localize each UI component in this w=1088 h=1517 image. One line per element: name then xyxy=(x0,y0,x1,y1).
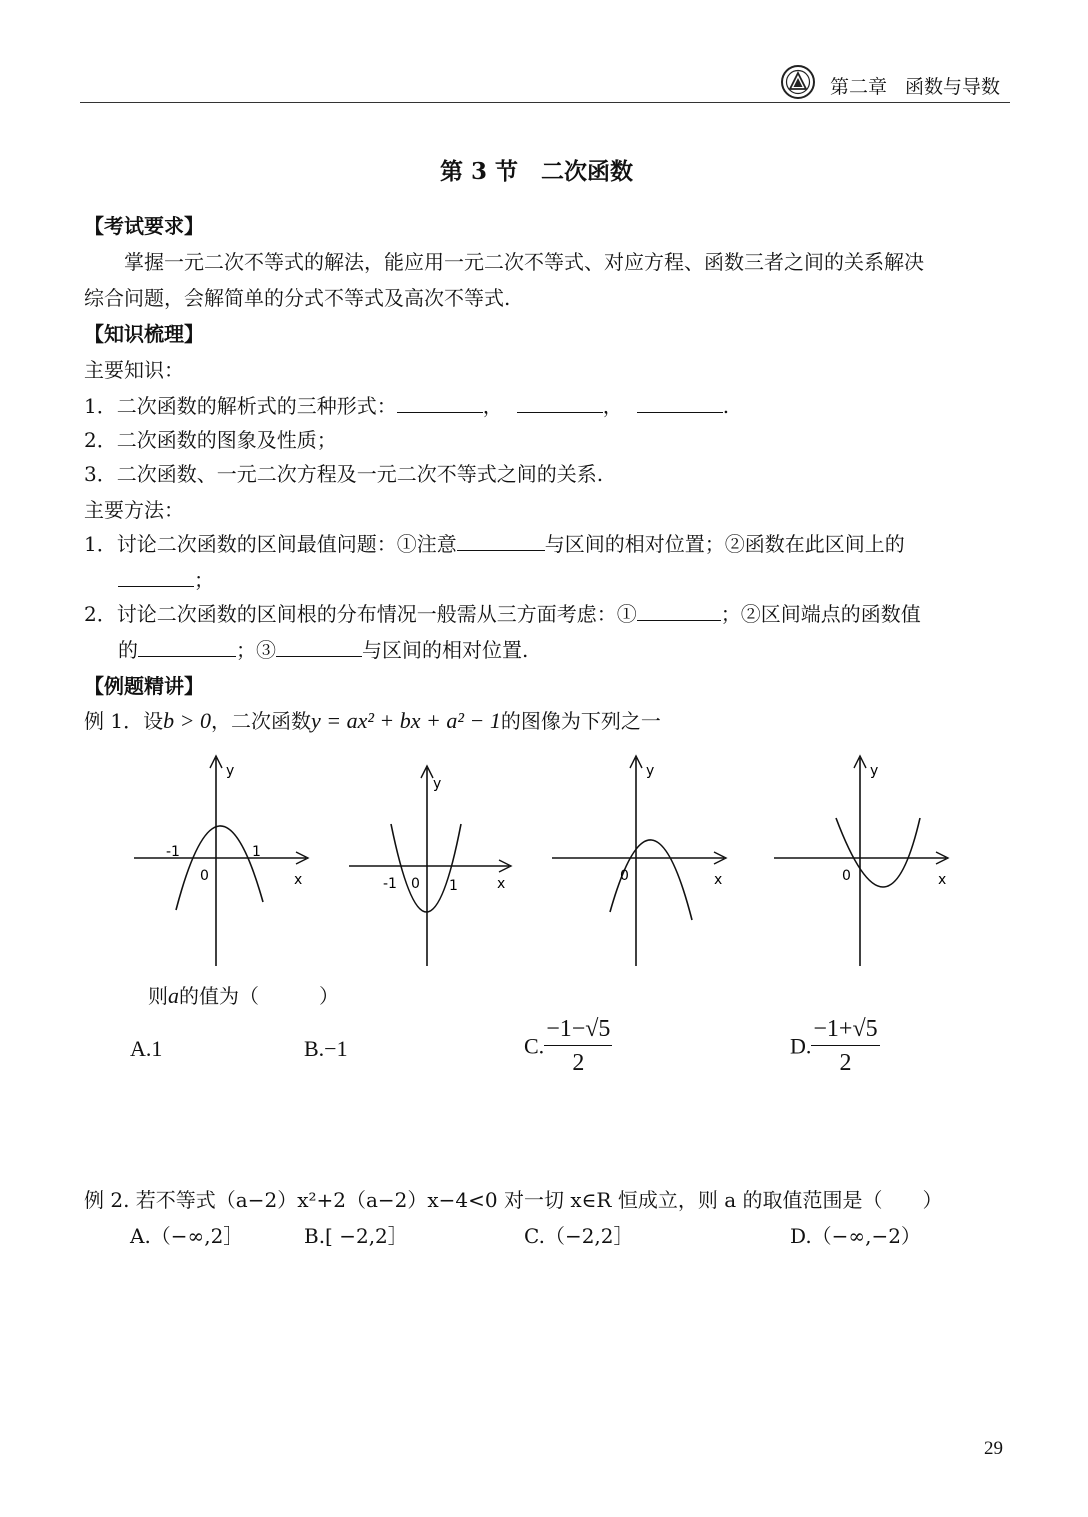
example-1-prefix: 例 1．设 xyxy=(84,709,164,733)
graph-1-y-label: y xyxy=(226,763,235,779)
example-1-question xyxy=(148,980,339,1009)
graph-1-left-root-label: -1 xyxy=(166,844,180,860)
blank-method-4[interactable] xyxy=(138,638,236,657)
graph-2-right-root-label: 1 xyxy=(449,878,458,894)
blank-form-2[interactable] xyxy=(517,394,603,413)
method-item-2-text-d: ；③ xyxy=(236,638,276,662)
graph-2 xyxy=(345,762,525,972)
chapter-label: 第二章 xyxy=(830,76,888,98)
example-2-option-c[interactable]: C.（−2,2］ xyxy=(524,1224,634,1248)
example-1-function: y = ax² + bx + a² − 1 xyxy=(310,708,501,733)
graph-4-origin-label: 0 xyxy=(842,868,851,884)
graph-3-x-label: x xyxy=(714,872,723,888)
method-item-1-text-a: 1．讨论二次函数的区间最值问题：①注意 xyxy=(84,532,457,556)
option-c-label: C. xyxy=(524,1033,545,1059)
examples-heading: 【例题精讲】 xyxy=(84,674,204,698)
main-method-label: 主要方法： xyxy=(84,498,184,522)
example-1-option-a[interactable]: A.1 xyxy=(130,1036,163,1061)
graph-1 xyxy=(130,752,320,972)
method-item-2-text-c: 的 xyxy=(118,638,138,662)
method-item-1-text-c: ； xyxy=(194,568,214,592)
option-c-denominator: 2 xyxy=(572,1050,585,1076)
page-number: 29 xyxy=(984,1438,1003,1459)
exam-heading: 【考试要求】 xyxy=(84,214,204,238)
graph-2-y-label: y xyxy=(433,776,442,792)
blank-method-2[interactable] xyxy=(118,568,194,587)
graph-4-y-label: y xyxy=(870,763,879,779)
knowledge-item-2: 2．二次函数的图象及性质； xyxy=(84,428,337,452)
example-1-prompt xyxy=(84,705,661,734)
example-1-suffix: 的图像为下列之一 xyxy=(500,709,661,733)
knowledge-item-1-text: 1．二次函数的解析式的三种形式： xyxy=(84,394,397,418)
graph-1-x-label: x xyxy=(294,872,303,888)
method-item-1-text-b: 与区间的相对位置；②函数在此区间上的 xyxy=(544,532,905,556)
blank-method-5[interactable] xyxy=(276,638,362,657)
example-2-prompt: 例 2. 若不等式（a−2）x²+2（a−2）x−4<0 对一切 x∈R 恒成立，则 a 的取值范围是（ ） xyxy=(84,1188,943,1212)
graph-1-origin-label: 0 xyxy=(200,868,209,884)
header-divider xyxy=(80,102,1010,103)
graph-2-origin-label: 0 xyxy=(411,876,420,892)
knowledge-item-3: 3．二次函数、一元二次方程及一元二次不等式之间的关系. xyxy=(84,462,604,486)
exam-text-line1: 掌握一元二次不等式的解法，能应用一元二次不等式、对应方程、函数三者之间的关系解决 xyxy=(124,250,924,274)
graph-4-x-label: x xyxy=(938,872,947,888)
option-d-numerator: −1+√5 xyxy=(811,1016,879,1046)
graph-2-parabola xyxy=(391,824,461,912)
example-1-question-prefix: 则 xyxy=(148,984,168,1008)
example-1-option-d[interactable] xyxy=(790,1016,880,1077)
example-1-mid: ，二次函数 xyxy=(210,709,311,733)
option-c-fraction xyxy=(544,1016,612,1077)
section-title: 第 3 节 二次函数 xyxy=(440,158,634,185)
method-item-2-text-e: 与区间的相对位置. xyxy=(362,638,529,662)
example-1-option-c[interactable] xyxy=(524,1016,612,1077)
example-1-condition: b > 0 xyxy=(163,708,211,733)
separator-1: ， xyxy=(482,394,503,418)
chapter-title: 函数与导数 xyxy=(905,76,1001,98)
method-item-2-text-a: 2．讨论二次函数的区间根的分布情况一般需从三方面考虑：① xyxy=(84,602,637,626)
method-item-1-cont xyxy=(118,564,214,593)
separator-2: ， xyxy=(602,394,623,418)
exam-text-line2: 综合问题，会解简单的分式不等式及高次不等式. xyxy=(84,286,511,310)
option-d-label: D. xyxy=(790,1033,812,1059)
graph-1-parabola xyxy=(176,826,263,910)
example-2-option-d[interactable]: D.（−∞,−2） xyxy=(790,1224,921,1248)
method-item-2-cont xyxy=(118,634,528,663)
graph-2-left-root-label: -1 xyxy=(383,876,397,892)
method-item-2-text-b: ；②区间端点的函数值 xyxy=(720,602,921,626)
end-period: . xyxy=(722,394,730,418)
graph-1-right-root-label: 1 xyxy=(252,844,261,860)
blank-method-1[interactable] xyxy=(457,532,545,551)
option-d-fraction xyxy=(811,1016,879,1077)
method-item-1 xyxy=(84,528,905,557)
graph-3 xyxy=(548,752,738,972)
main-knowledge-label: 主要知识： xyxy=(84,358,184,382)
option-d-denominator: 2 xyxy=(839,1050,852,1076)
graph-3-origin-label: 0 xyxy=(620,868,629,884)
example-1-option-b[interactable]: B.−1 xyxy=(304,1036,348,1061)
method-item-2 xyxy=(84,598,921,627)
example-2-option-b[interactable]: B.[ −2,2］ xyxy=(304,1224,408,1248)
blank-form-3[interactable] xyxy=(637,394,723,413)
knowledge-item-1 xyxy=(84,390,729,419)
example-2-option-a[interactable]: A.（−∞,2］ xyxy=(130,1224,244,1248)
graph-4 xyxy=(770,752,960,972)
graph-2-x-label: x xyxy=(497,876,506,892)
graph-3-y-label: y xyxy=(646,763,655,779)
example-1-question-var: a xyxy=(168,983,179,1008)
blank-form-1[interactable] xyxy=(397,394,483,413)
blank-method-3[interactable] xyxy=(637,602,721,621)
school-logo-icon xyxy=(778,64,818,100)
example-1-question-suffix: 的值为（ ） xyxy=(179,984,339,1008)
knowledge-heading: 【知识梳理】 xyxy=(84,322,204,346)
option-c-numerator: −1−√5 xyxy=(544,1016,612,1046)
